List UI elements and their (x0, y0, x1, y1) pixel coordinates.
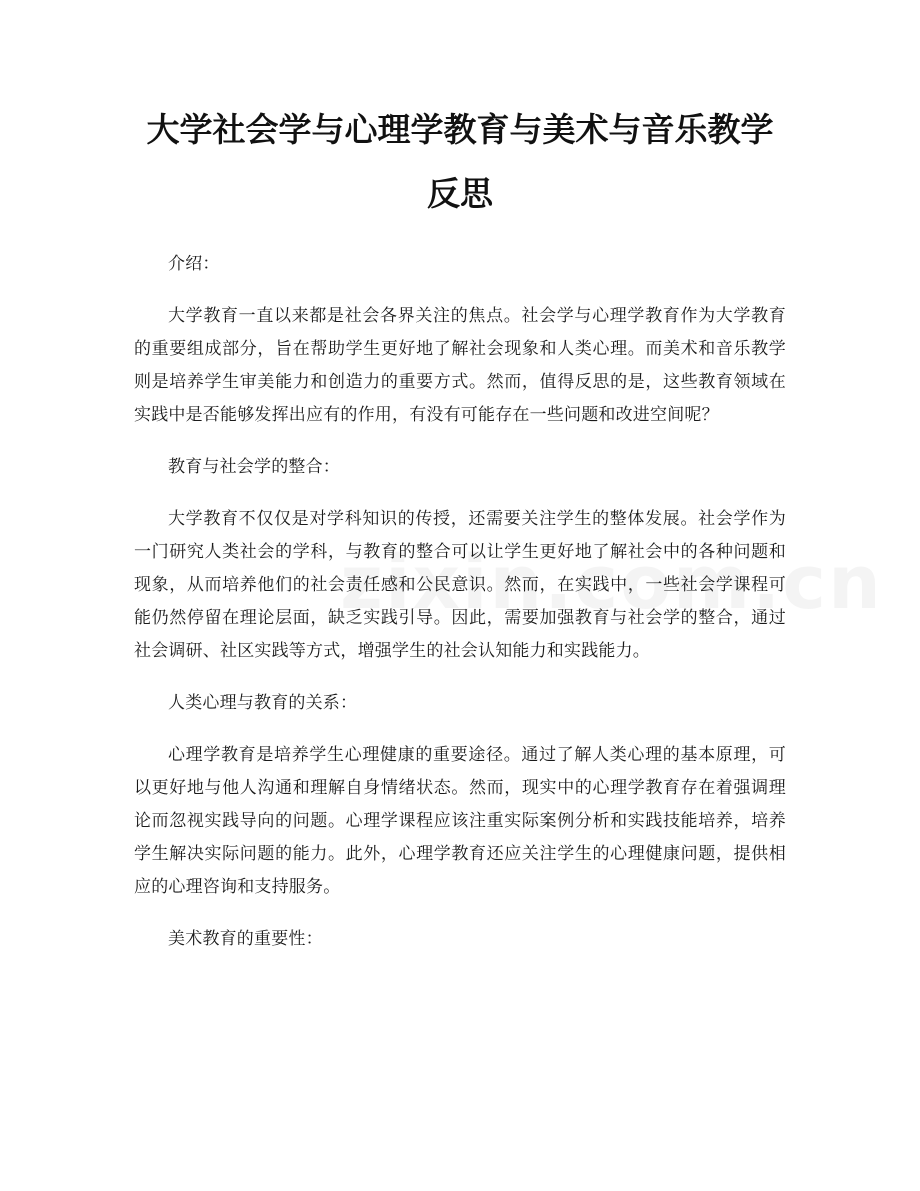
document-title-line-1: 大学社会学与心理学教育与美术与音乐教学 (146, 110, 774, 149)
section-paragraph-sociology: 大学教育不仅仅是对学科知识的传授，还需要关注学生的整体发展。社会学作为一门研究人类社会的学科，与教育的整合可以让学生更好地了解社会中的各种问题和现象，从而培养他们的社会责任感和公民意识。然而，在实践中，一些社会学课程可能仍然停留在理论层面，缺乏实践引导。因此，需要加强教育与社会学的整合，通过社会调研、社区实践等方式，增强学生的社会认知能力和实践能力。 (134, 509, 786, 661)
section-heading-sociology: 教育与社会学的整合： (168, 457, 340, 477)
section-heading-psychology: 人类心理与教育的关系： (168, 693, 358, 713)
document-title-line-2: 反思 (427, 174, 493, 213)
document-body (134, 248, 786, 975)
section-heading-art: 美术教育的重要性： (168, 929, 323, 949)
section-paragraph-intro: 大学教育一直以来都是社会各界关注的焦点。社会学与心理学教育作为大学教育的重要组成部分，旨在帮助学生更好地了解社会现象和人类心理。而美术和音乐教学则是培养学生审美能力和创造力的重要方式。然而，值得反思的是，这些教育领域在实践中是否能够发挥出应有的作用，有没有可能存在一些问题和改进空间呢？ (134, 306, 786, 425)
section-paragraph-psychology: 心理学教育是培养学生心理健康的重要途径。通过了解人类心理的基本原理，可以更好地与他人沟通和理解自身情绪状态。然而，现实中的心理学教育存在着强调理论而忽视实践导向的问题。心理学课程应该注重实际案例分析和实践技能培养，培养学生解决实际问题的能力。此外，心理学教育还应关注学生的心理健康问题，提供相应的心理咨询和支持服务。 (134, 745, 786, 897)
section-heading-intro: 介绍： (168, 254, 220, 274)
